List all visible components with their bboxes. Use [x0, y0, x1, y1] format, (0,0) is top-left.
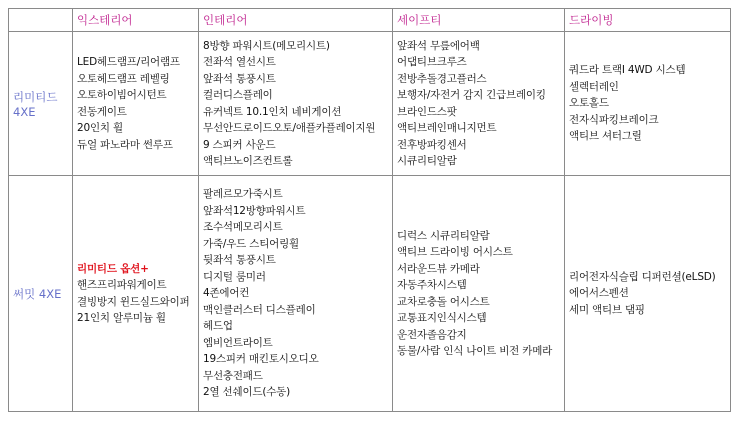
list-item: 교차로충돌 어시스트: [397, 295, 490, 308]
list-item: 자동주차시스템: [397, 279, 467, 291]
table-row-limited: [9, 32, 731, 176]
list-item: 어댑티브크루즈: [397, 56, 467, 68]
list-item: 유커넥트 10.1인치 네비게이션: [203, 105, 342, 118]
list-item: 전후방파킹센서: [397, 138, 467, 151]
list-item: 19스피커 매킨토시오디오: [203, 353, 319, 366]
list-item: 에어서스펜션: [569, 287, 629, 300]
list-item: 가죽/우드 스티어링휠: [203, 237, 299, 250]
list-item: 오토헤드램프 레벨링: [77, 72, 170, 85]
list-item: 8방향 파워시트(메모리시트): [203, 39, 330, 52]
list-item: 4존에어컨: [203, 287, 250, 300]
list-item: 컬러디스플레이: [203, 89, 273, 101]
list-item: 핸즈프리파워게이트: [77, 279, 167, 291]
list-item: 서라운드뷰 카메라: [397, 262, 480, 275]
list-item: 전동게이트: [77, 105, 127, 118]
row-label-limited: 리미티드4XE: [9, 32, 73, 176]
list-item: 브라인드스팟: [397, 105, 457, 118]
list-item: 오토하이빔어시턴트: [77, 89, 167, 101]
list-item: 무선안드로이드오토/애플카플레이지원: [203, 122, 376, 134]
list-item: 액티브레인매니지먼트: [397, 122, 497, 134]
spec-table: [8, 8, 731, 412]
list-item: 전자식파킹브레이크: [569, 113, 659, 126]
list-item: 2열 선쉐이드(수동): [203, 386, 291, 399]
cell-summit-safety: [393, 176, 565, 412]
option-highlight-label: 리미티드 옵션+: [77, 262, 149, 275]
list-item: 운전자졸음감지: [397, 328, 467, 341]
list-item: 결빙방지 윈드실드와이퍼: [77, 295, 190, 308]
header-corner-cell: [9, 9, 73, 32]
cell-limited-exterior: [73, 32, 199, 176]
list-item: 동물/사람 인식 나이트 비전 카메라: [397, 345, 553, 357]
list-item: 전방추돌경고플러스: [397, 72, 487, 85]
list-item: 디럭스 시큐리티알람: [397, 229, 490, 242]
list-item: 뒷좌석 통풍시트: [203, 254, 276, 267]
table-row-summit: [9, 176, 731, 412]
list-item: 액티브 셔터그릴: [569, 130, 642, 143]
cell-limited-interior: [199, 32, 393, 176]
header-interior: 인테리어: [199, 9, 393, 32]
list-item: 팔레르모가죽시트: [203, 188, 283, 201]
list-item: 시큐리티알람: [397, 155, 457, 167]
list-item: 세미 액티브 댐핑: [569, 303, 645, 316]
cell-summit-driving: [565, 176, 731, 412]
list-item: 오토홀드: [569, 97, 609, 110]
cell-summit-interior: [199, 176, 393, 412]
list-item: 20인치 휠: [77, 122, 123, 134]
list-item: 듀얼 파노라마 썬루프: [77, 138, 173, 151]
list-item: 앞좌석 무릎에어백: [397, 39, 480, 52]
list-item: 교통표지인식시스템: [397, 312, 487, 324]
header-row: [9, 9, 731, 32]
list-item: 앞좌석12방향파워시트: [203, 204, 306, 217]
cell-limited-driving: [565, 32, 731, 176]
row-label-summit: 써밋 4XE: [9, 176, 73, 412]
list-item: 9 스피커 사운드: [203, 138, 276, 151]
header-safety: 세이프티: [393, 9, 565, 32]
list-item: 액티브 드라이빙 어시스트: [397, 246, 513, 258]
cell-limited-safety: [393, 32, 565, 176]
list-item: 리어전자식슬립 디퍼런셜(eLSD): [569, 270, 716, 283]
list-item: 디지털 룸미러: [203, 270, 266, 283]
list-item: 21인치 알루미늄 휠: [77, 312, 166, 324]
list-item: LED헤드램프/리어램프: [77, 56, 180, 68]
header-exterior: 익스테리어: [73, 9, 199, 32]
list-item: 쿼드라 트랙I 4WD 시스템: [569, 64, 686, 77]
list-item: 헤드업: [203, 320, 233, 333]
list-item: 무선충전패드: [203, 369, 263, 382]
list-item: 조수석메모리시트: [203, 221, 283, 234]
header-driving: 드라이빙: [565, 9, 731, 32]
list-item: 전좌석 열선시트: [203, 56, 276, 68]
list-item: 보행자/자전거 감지 긴급브레이킹: [397, 89, 546, 101]
list-item: 앞좌석 통풍시트: [203, 72, 276, 85]
list-item: 맥인클러스터 디스플레이: [203, 303, 316, 316]
list-item: 셀렉터레인: [569, 80, 619, 93]
cell-summit-exterior: [73, 176, 199, 412]
list-item: 엠비언트라이트: [203, 336, 273, 349]
list-item: 액티브노이즈컨트롤: [203, 155, 293, 167]
